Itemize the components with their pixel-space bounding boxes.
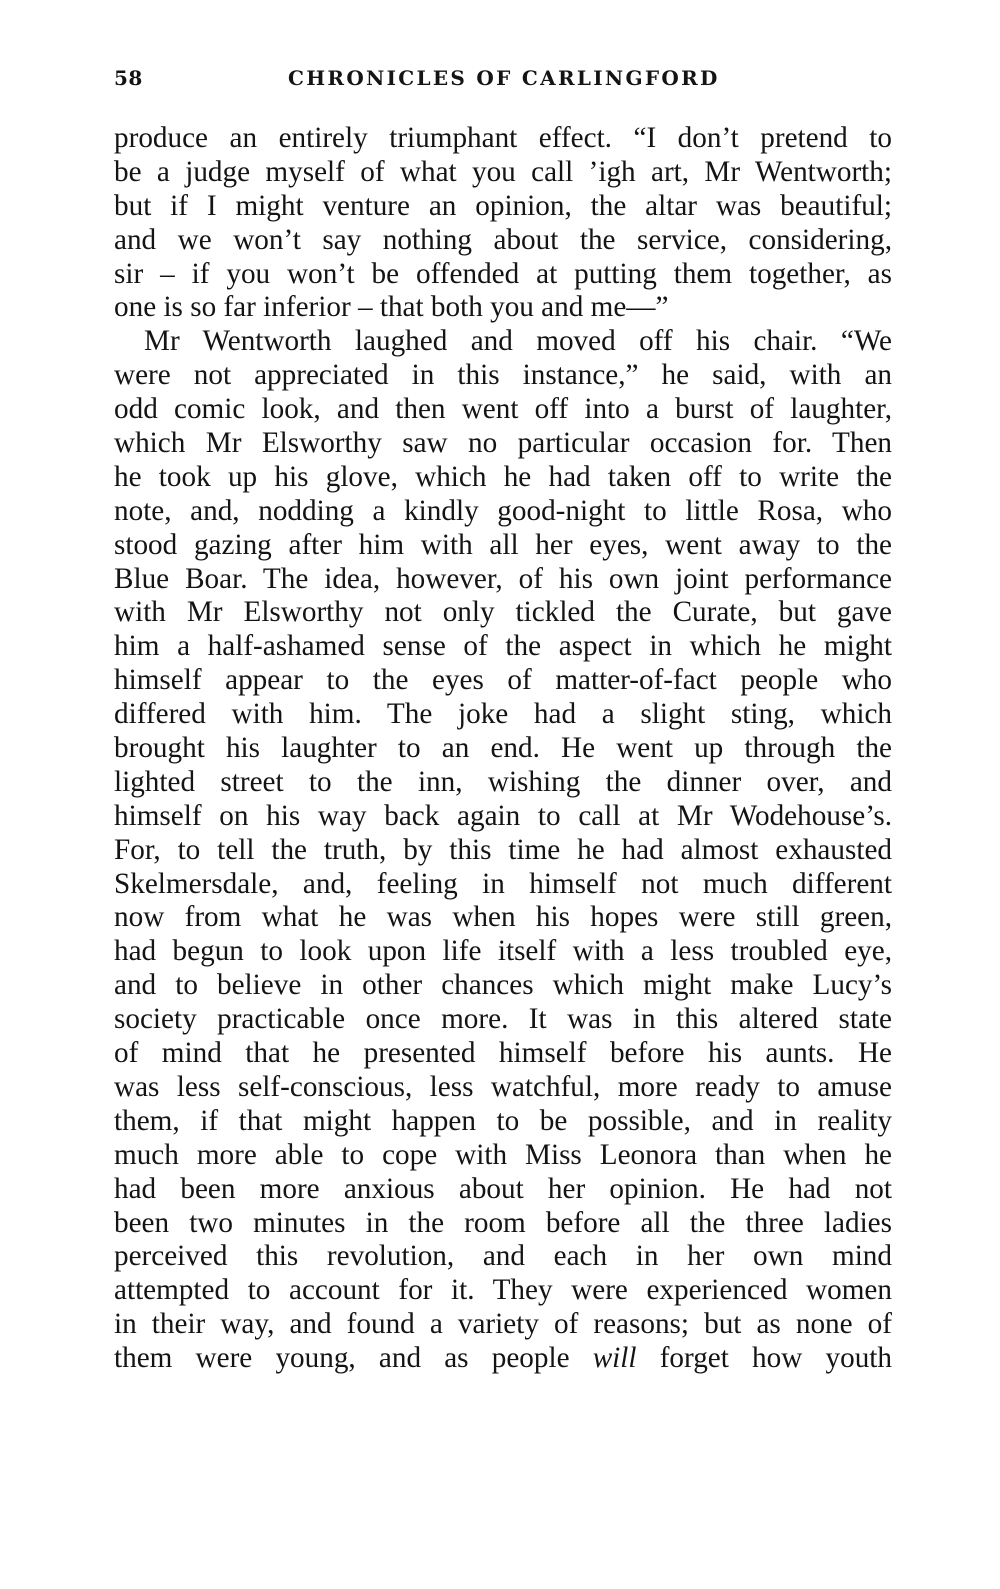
text-line: now from what he was when his hopes were still green, [114,901,892,934]
text-line: attempted to account for it. They were experienced women [114,1274,892,1307]
text-line: and we won’t say nothing about the service, considering, [114,223,892,256]
text-line: was less self-conscious, less watchful, more ready to amuse [114,1070,892,1103]
final-line-before: them were young, and as people [114,1342,570,1375]
text-line: note, and, nodding a kindly good-night to little Rosa, who [114,494,892,527]
text-line: sir – if you won’t be offended at putting them together, as [114,257,892,290]
text-line: much more able to cope with Miss Leonora than when he [114,1138,892,1171]
text-line: himself appear to the eyes of matter-of-fact people who [114,664,892,697]
text-line: but if I might venture an opinion, the altar was beautiful; [114,189,892,222]
running-head [114,66,892,100]
text-line: were not appreciated in this instance,” he said, with an [114,359,892,392]
page-number: 58 [114,66,143,90]
final-text-line [114,1342,892,1376]
text-line: perceived this revolution, and each in her own mind [114,1240,892,1273]
text-line: produce an entirely triumphant effect. “I don’t pretend to [114,122,892,154]
text-line: lighted street to the inn, wishing the dinner over, and [114,765,892,798]
text-line: been two minutes in the room before all the three ladies [114,1206,892,1239]
text-line: stood gazing after him with all her eyes, went away to the [114,528,892,561]
text-line: one is so far inferior – that both you and me—” [114,291,669,324]
text-line: them, if that might happen to be possible, and in reality [114,1104,892,1137]
text-line: which Mr Elsworthy saw no particular occasion for. Then [114,427,892,460]
text-line: he took up his glove, which he had taken off to write the [114,460,892,493]
text-line: be a judge myself of what you call ’igh art, Mr Wentworth; [114,155,892,188]
text-line: brought his laughter to an end. He went up through the [114,732,892,765]
text-line: differed with him. The joke had a slight sting, which [114,698,892,731]
text-line: Skelmersdale, and, feeling in himself not much different [114,867,892,900]
text-line: Blue Boar. The idea, however, of his own joint performance [114,562,892,595]
paragraph-start-line: Mr Wentworth laughed and moved off his chair. “We [144,325,892,358]
body-text [114,122,892,1376]
text-line: himself on his way back again to call at Mr Wodehouse’s. [114,799,892,832]
text-line: and to believe in other chances which might make Lucy’s [114,969,892,1002]
running-title: CHRONICLES OF CARLINGFORD [288,66,720,90]
text-line: had begun to look upon life itself with a less troubled eye, [114,935,892,968]
text-line: of mind that he presented himself before his aunts. He [114,1037,892,1070]
emphasized-word: will [592,1342,637,1375]
text-line: in their way, and found a variety of reasons; but as none of [114,1308,892,1341]
text-line: had been more anxious about her opinion. He had not [114,1172,892,1205]
text-line: society practicable once more. It was in this altered state [114,1003,892,1036]
text-line: him a half-ashamed sense of the aspect in which he might [114,630,892,663]
text-line: odd comic look, and then went off into a burst of laughter, [114,393,892,426]
text-line: with Mr Elsworthy not only tickled the Curate, but gave [114,596,892,629]
final-line-after: forget how youth [659,1342,892,1375]
text-line: For, to tell the truth, by this time he had almost exhausted [114,833,892,866]
